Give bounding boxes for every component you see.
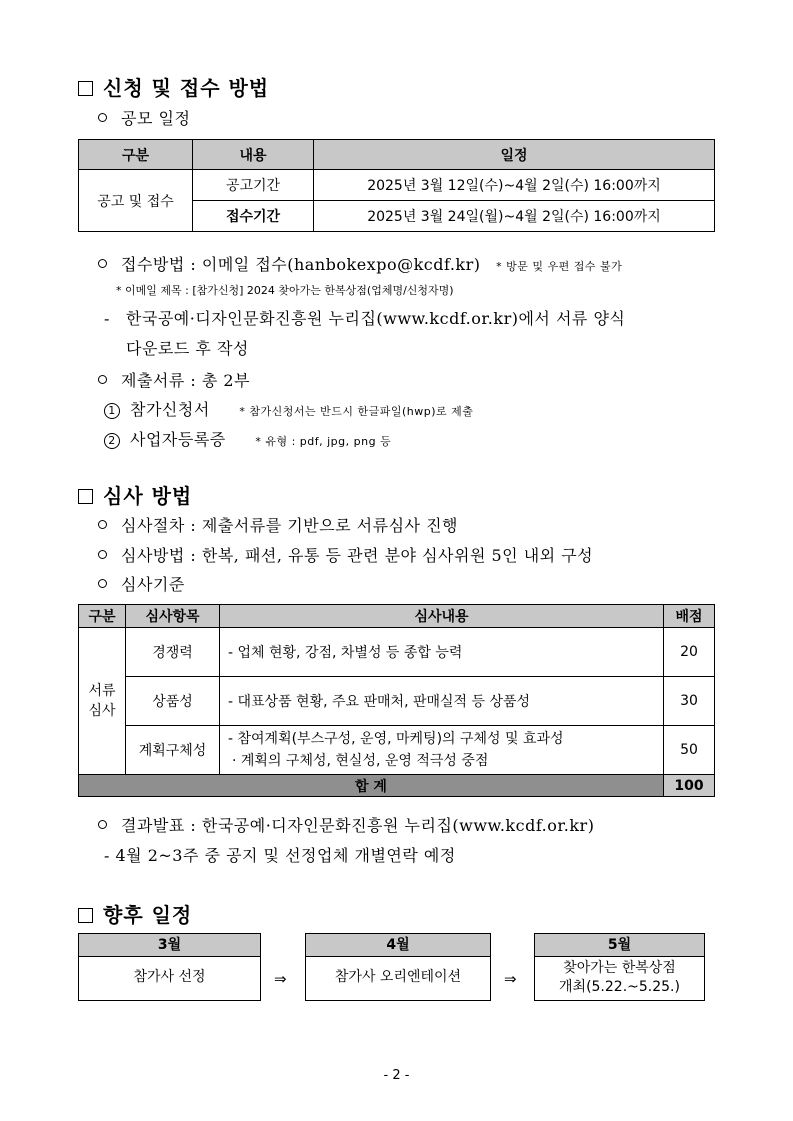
timeline-step-month: 4월 — [306, 934, 490, 957]
criteria-item: 계획구체성 — [126, 726, 220, 775]
criteria-total-label: 합 계 — [79, 775, 664, 797]
schedule-header-date: 일정 — [314, 140, 715, 170]
schedule-row-content: 접수기간 — [193, 201, 314, 232]
schedule-row-date: 2025년 3월 12일(수)~4월 2일(수) 16:00까지 — [314, 170, 715, 201]
circle-bullet-icon — [98, 259, 107, 268]
schedule-row-content: 공고기간 — [193, 170, 314, 201]
document-item: 1 참가신청서 * 참가신청서는 반드시 한글파일(hwp)로 제출 — [104, 397, 473, 420]
criteria-score: 50 — [664, 726, 715, 775]
page-number: - 2 - — [383, 1068, 410, 1083]
timeline-step-month: 3월 — [79, 934, 260, 957]
schedule-header-content: 내용 — [193, 140, 314, 170]
circle-bullet-icon — [98, 579, 107, 588]
circle-bullet-icon — [98, 550, 107, 559]
criteria-group-cell: 서류 심사 — [79, 628, 126, 775]
result-sub-note: - 4월 2~3주 중 공지 및 선정업체 개별연락 예정 — [104, 846, 456, 865]
circled-number-icon: 1 — [104, 403, 120, 419]
review-method: 심사방법 : 한복, 패션, 유통 등 관련 분야 심사위원 5인 내외 구성 — [98, 543, 593, 566]
email-subject-note: * 이메일 제목 : [참가신청] 2024 찾아가는 한복상점(업체명/신청자명) — [116, 284, 454, 297]
review-criteria-heading: 심사기준 — [98, 572, 185, 595]
criteria-table — [78, 604, 715, 797]
criteria-header-content: 심사내용 — [220, 605, 664, 628]
documents-heading: 제출서류 : 총 2부 — [98, 368, 250, 391]
square-bullet-icon — [78, 489, 93, 504]
criteria-item: 상품성 — [126, 677, 220, 726]
criteria-total-score: 100 — [664, 775, 715, 797]
submission-method: 접수방법 : 이메일 접수(hanbokexpo@kcdf.kr) * 방문 및 우편 접수 불가 — [98, 252, 622, 275]
circle-bullet-icon — [98, 113, 107, 122]
timeline-step-label: 찾아가는 한복상점 개최(5.22.~5.25.) — [559, 959, 680, 995]
timeline-step-month: 5월 — [535, 934, 704, 957]
criteria-content: - 대표상품 현황, 주요 판매처, 판매실적 등 상품성 — [220, 677, 664, 726]
timeline-step-label: 참가사 오리엔테이션 — [334, 969, 462, 985]
timeline-step — [534, 933, 705, 1001]
result-announcement: 결과발표 : 한국공예·디자인문화진흥원 누리집(www.kcdf.or.kr) — [98, 813, 594, 836]
criteria-item: 경쟁력 — [126, 628, 220, 677]
criteria-content: - 참여계획(부스구성, 운영, 마케팅)의 구체성 및 효과성 · 계획의 구체성, 현실성, 운영 적극성 중점 — [220, 726, 664, 775]
square-bullet-icon — [78, 81, 93, 96]
circle-bullet-icon — [98, 820, 107, 829]
criteria-header-item: 심사항목 — [126, 605, 220, 628]
section-title-schedule: 향후 일정 — [78, 899, 192, 928]
schedule-group-cell: 공고 및 접수 — [79, 170, 193, 232]
schedule-heading: 공모 일정 — [98, 106, 190, 129]
criteria-header-score: 배점 — [664, 605, 715, 628]
schedule-table — [78, 139, 715, 232]
timeline-step — [78, 933, 261, 1001]
review-procedure: 심사절차 : 제출서류를 기반으로 서류심사 진행 — [98, 513, 458, 536]
timeline-step — [305, 933, 491, 1001]
download-line: - 한국공예·디자인문화진흥원 누리집(www.kcdf.or.kr)에서 서류 양식 — [104, 309, 626, 328]
circle-bullet-icon — [98, 375, 107, 384]
download-line-cont: 다운로드 후 작성 — [126, 339, 249, 358]
criteria-content: - 업체 현황, 강점, 차별성 등 종합 능력 — [220, 628, 664, 677]
right-arrow-icon: ⇒ — [504, 970, 517, 988]
circled-number-icon: 2 — [104, 433, 120, 449]
schedule-header-category: 구분 — [79, 140, 193, 170]
criteria-header-category: 구분 — [79, 605, 126, 628]
criteria-score: 20 — [664, 628, 715, 677]
square-bullet-icon — [78, 908, 93, 923]
circle-bullet-icon — [98, 520, 107, 529]
section-title-review: 심사 방법 — [78, 480, 192, 509]
timeline-step-label: 참가사 선정 — [133, 969, 206, 985]
right-arrow-icon: ⇒ — [274, 970, 287, 988]
schedule-row-date: 2025년 3월 24일(월)~4월 2일(수) 16:00까지 — [314, 201, 715, 232]
document-item: 2 사업자등록증 * 유형 : pdf, jpg, png 등 — [104, 427, 391, 450]
criteria-score: 30 — [664, 677, 715, 726]
section-title-application: 신청 및 접수 방법 — [78, 72, 269, 101]
